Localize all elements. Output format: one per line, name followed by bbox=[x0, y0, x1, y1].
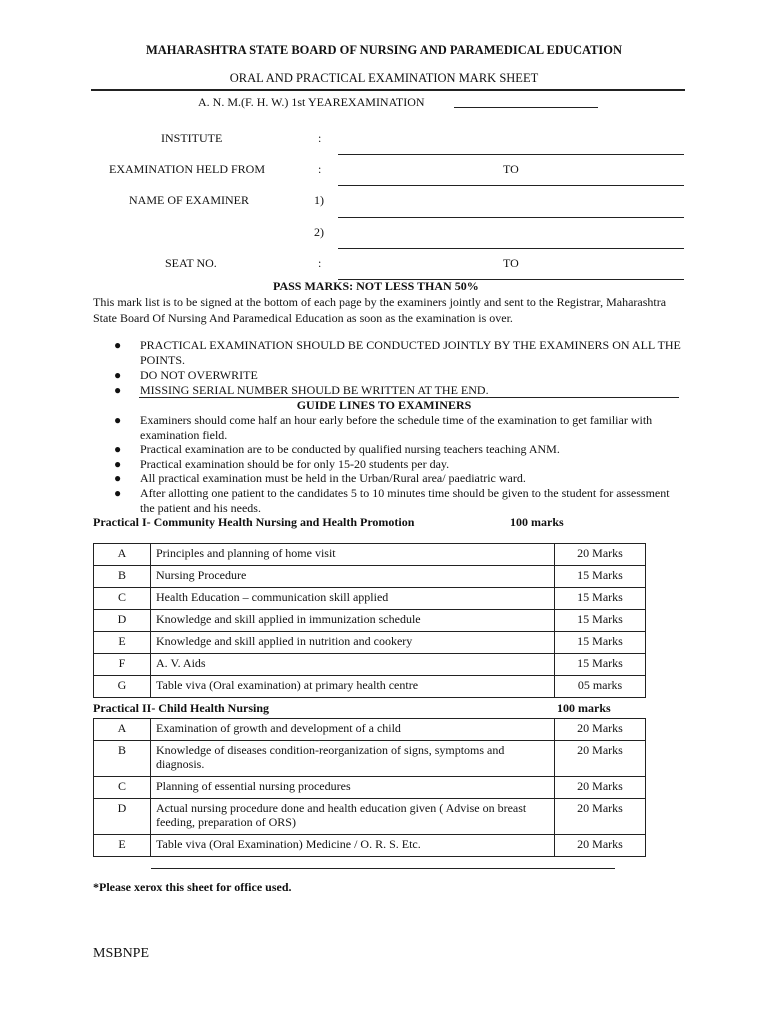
sheet-title: ORAL AND PRACTICAL EXAMINATION MARK SHEET bbox=[229, 71, 539, 85]
row-code: B bbox=[94, 741, 151, 777]
row-code: F bbox=[94, 654, 151, 676]
footer-note: *Please xerox this sheet for office used. bbox=[93, 880, 292, 894]
table-row bbox=[94, 566, 646, 588]
list-item: ● PRACTICAL EXAMINATION SHOULD BE CONDUCTED JOINTLY BY THE EXAMINERS ON ALL THE POINTS. bbox=[114, 338, 681, 367]
row-marks: 05 marks bbox=[555, 676, 646, 698]
row-item: Table viva (Oral Examination) Medicine / O. R. S. Etc. bbox=[151, 835, 555, 857]
list-item: ● Examiners should come half an hour early before the schedule time of the examination to get familiar with examination field. bbox=[114, 413, 653, 442]
row-item: Actual nursing procedure done and health education given ( Advise on breast feeding, preparation of ORS) bbox=[151, 799, 555, 835]
list-item: ● Practical examination should be for only 15-20 students per day. bbox=[114, 456, 450, 471]
table-row bbox=[94, 610, 646, 632]
table-row bbox=[94, 741, 646, 777]
practical1-table bbox=[93, 543, 646, 698]
examiner-number-1: 1) bbox=[314, 193, 324, 207]
examiner-2-blank bbox=[338, 248, 684, 249]
row-code: C bbox=[94, 588, 151, 610]
row-code: B bbox=[94, 566, 151, 588]
row-marks: 15 Marks bbox=[555, 566, 646, 588]
exam-held-blank bbox=[338, 185, 684, 186]
list-item: ● All practical examination must be held in the Urban/Rural area/ paediatric ward. bbox=[114, 471, 526, 486]
row-item: Planning of essential nursing procedures bbox=[151, 777, 555, 799]
exam-line-blank bbox=[454, 107, 598, 108]
exam-line: A. N. M.(F. H. W.) 1st YEAREXAMINATION bbox=[198, 95, 425, 109]
exam-held-from-label: EXAMINATION HELD FROM bbox=[109, 162, 265, 176]
row-item: A. V. Aids bbox=[151, 654, 555, 676]
examiner-number-2: 2) bbox=[314, 225, 324, 239]
signature-rule bbox=[151, 868, 615, 869]
list-item: ● DO NOT OVERWRITE bbox=[114, 368, 258, 382]
row-marks: 20 Marks bbox=[555, 835, 646, 857]
to-label: TO bbox=[503, 162, 519, 176]
table-row bbox=[94, 632, 646, 654]
row-marks: 15 Marks bbox=[555, 654, 646, 676]
table-row bbox=[94, 719, 646, 741]
bullet-icon: ● bbox=[114, 456, 122, 471]
row-item: Examination of growth and development of a child bbox=[151, 719, 555, 741]
list-item: ● Practical examination are to be conducted by qualified nursing teachers teaching ANM. bbox=[114, 442, 560, 457]
practical1-total: 100 marks bbox=[510, 515, 564, 529]
table-row bbox=[94, 777, 646, 799]
row-marks: 20 Marks bbox=[555, 719, 646, 741]
row-marks: 20 Marks bbox=[555, 544, 646, 566]
colon: : bbox=[318, 131, 322, 145]
bullet-icon: ● bbox=[114, 442, 122, 457]
practical2-total: 100 marks bbox=[557, 701, 611, 715]
row-code: E bbox=[94, 835, 151, 857]
table-row bbox=[94, 654, 646, 676]
table-row bbox=[94, 676, 646, 698]
institute-blank bbox=[338, 154, 684, 155]
footer-code: MSBNPE bbox=[93, 946, 150, 961]
row-item: Knowledge and skill applied in immunization schedule bbox=[151, 610, 555, 632]
row-code: D bbox=[94, 610, 151, 632]
row-marks: 15 Marks bbox=[555, 610, 646, 632]
intro-text: This mark list is to be signed at the bottom of each page by the examiners jointly and sent to the Registrar, Maharashtra State Board Of Nursing And Paramedical Education as soon as the examination is over. bbox=[93, 295, 667, 325]
bullet-icon: ● bbox=[114, 338, 122, 352]
bullet-icon: ● bbox=[114, 471, 122, 486]
row-marks: 15 Marks bbox=[555, 632, 646, 654]
row-marks: 20 Marks bbox=[555, 741, 646, 777]
row-marks: 20 Marks bbox=[555, 777, 646, 799]
guidelines-list bbox=[114, 413, 684, 515]
institute-label: INSTITUTE bbox=[161, 131, 223, 145]
bullet-icon: ● bbox=[114, 383, 122, 397]
colon: : bbox=[318, 162, 322, 176]
bullet-icon: ● bbox=[114, 485, 122, 500]
list-item: ● MISSING SERIAL NUMBER SHOULD BE WRITTEN AT THE END. bbox=[114, 383, 489, 397]
row-code: C bbox=[94, 777, 151, 799]
list-item: ● After allotting one patient to the candidates 5 to 10 minutes time should be given to the student for assessment the patient and his needs. bbox=[114, 485, 670, 515]
to-label: TO bbox=[503, 256, 519, 270]
rules-list bbox=[114, 338, 684, 398]
table-row bbox=[94, 799, 646, 835]
practical2-title: Practical II- Child Health Nursing bbox=[93, 701, 269, 715]
table-row bbox=[94, 544, 646, 566]
bullet-icon: ● bbox=[114, 368, 122, 382]
row-item: Nursing Procedure bbox=[151, 566, 555, 588]
row-code: E bbox=[94, 632, 151, 654]
row-item: Principles and planning of home visit bbox=[151, 544, 555, 566]
board-title: MAHARASHTRA STATE BOARD OF NURSING AND PARAMEDICAL EDUCATION bbox=[145, 43, 623, 57]
row-marks: 20 Marks bbox=[555, 799, 646, 835]
row-item: Knowledge of diseases condition-reorganization of signs, symptoms and diagnosis. bbox=[151, 741, 555, 777]
pass-marks: PASS MARKS: NOT LESS THAN 50% bbox=[273, 279, 479, 293]
row-code: D bbox=[94, 799, 151, 835]
bullet-icon: ● bbox=[114, 413, 122, 427]
row-item: Knowledge and skill applied in nutrition and cookery bbox=[151, 632, 555, 654]
practical1-title: Practical I- Community Health Nursing and Health Promotion bbox=[93, 515, 415, 529]
examiner-1-blank bbox=[338, 217, 684, 218]
guidelines-title: GUIDE LINES TO EXAMINERS bbox=[296, 398, 472, 412]
colon: : bbox=[318, 256, 322, 270]
row-marks: 15 Marks bbox=[555, 588, 646, 610]
practical2-table bbox=[93, 718, 646, 857]
row-code: A bbox=[94, 719, 151, 741]
row-code: G bbox=[94, 676, 151, 698]
row-item: Table viva (Oral examination) at primary health centre bbox=[151, 676, 555, 698]
table-row bbox=[94, 835, 646, 857]
header-rule bbox=[91, 89, 685, 91]
seat-no-label: SEAT NO. bbox=[165, 256, 217, 270]
examiner-label: NAME OF EXAMINER bbox=[129, 193, 249, 207]
row-item: Health Education – communication skill applied bbox=[151, 588, 555, 610]
row-code: A bbox=[94, 544, 151, 566]
table-row bbox=[94, 588, 646, 610]
